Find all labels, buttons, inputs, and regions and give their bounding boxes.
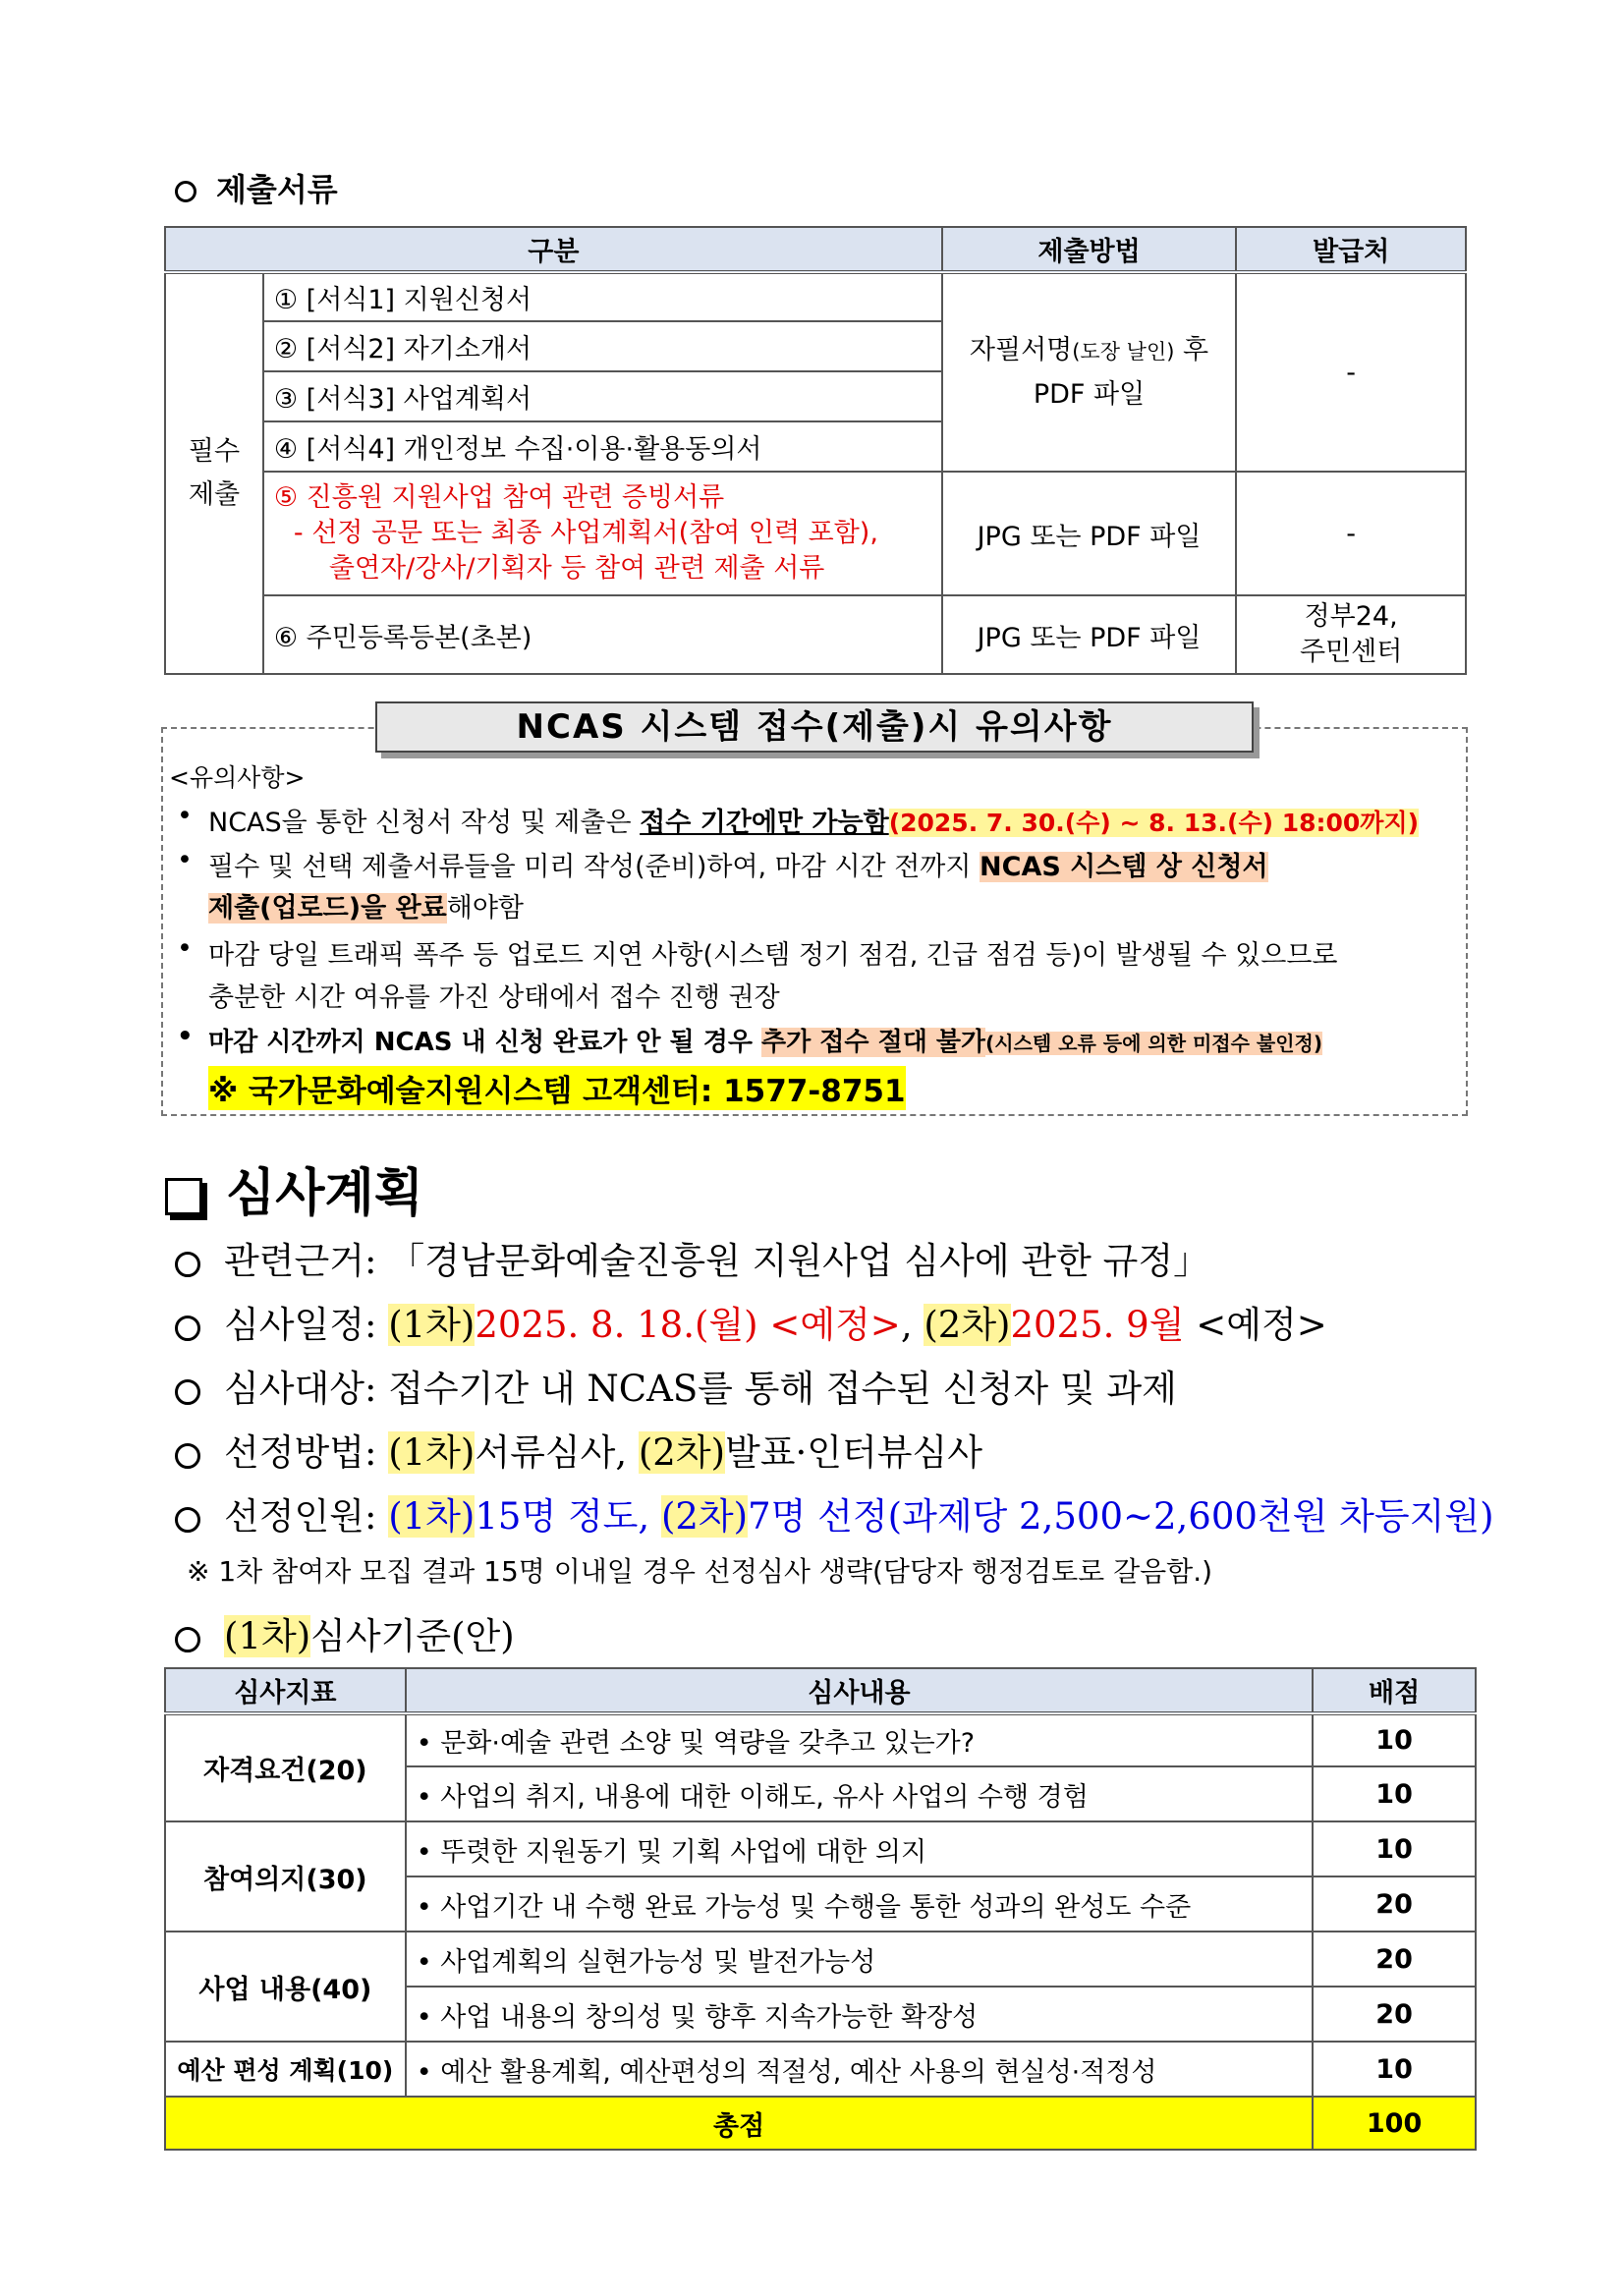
criteria-item: • 문화·예술 관련 소양 및 역량을 갖추고 있는가? [406,1713,1313,1766]
notice-title: NCAS 시스템 접수(제출)시 유의사항 [375,701,1254,753]
circle-bullet-icon [175,1627,200,1652]
header-category: 구분 [165,227,942,272]
square-bullet-icon [165,1178,202,1215]
criteria-item: • 사업 내용의 창의성 및 향후 지속가능한 확장성 [406,1987,1313,2042]
notice-item: • 마감 시간까지 NCAS 내 신청 완료가 안 될 경우 추가 접수 절대 불가(시스템 오류 등에 의한 미접수 불인정) [177,1022,1323,1057]
criteria-item: • 예산 활용계획, 예산편성의 적절성, 예산 사용의 현실성·적정성 [406,2042,1313,2097]
circle-bullet-icon [175,1252,200,1277]
criteria-score: 10 [1313,1713,1476,1766]
criteria-score: 20 [1313,1932,1476,1987]
group-required: 필수 제출 [165,272,263,674]
criteria-score: 20 [1313,1876,1476,1932]
criteria-item: • 뚜렷한 지원동기 및 기획 사업에 대한 의지 [406,1821,1313,1876]
doc-row: ④ [서식4] 개인정보 수집·이용·활용동의서 [263,421,942,472]
submit-table [164,226,1467,675]
doc-row-evidence: ⑤ 진흥원 지원사업 참여 관련 증빙서류 - 선정 공문 또는 최종 사업계획서(참여 인력 포함), 출연자/강사/기획자 등 참여 관련 제출 서류 [263,472,942,595]
method-jpg-pdf: JPG 또는 PDF 파일 [942,472,1237,595]
doc-row: ① [서식1] 지원신청서 [263,272,942,321]
notice-item: • NCAS을 통한 신청서 작성 및 제출은 접수 기간에만 가능함(2025. 7. 30.(수) ~ 8. 13.(수) 18:00까지) [177,801,1420,838]
issuer-dash: - [1236,272,1466,472]
doc-row: ⑥ 주민등록등본(초본) [263,595,942,674]
circle-bullet-icon [175,1507,200,1533]
notice-item: • 필수 및 선택 제출서류들을 미리 작성(준비)하여, 마감 시간 전까지 NCAS 시스템 상 신청서 [177,845,1268,882]
notice-contact: ※ 국가문화예술지원시스템 고객센터: 1577-8751 [208,1066,906,1110]
review-title: 심사계획 [165,1151,423,1225]
criteria-item: • 사업의 취지, 내용에 대한 이해도, 유사 사업의 수행 경험 [406,1766,1313,1821]
header-score: 배점 [1313,1668,1476,1713]
review-target: 심사대상: 접수기간 내 NCAS를 통해 접수된 신청자 및 과제 [175,1359,1177,1412]
submit-heading: 제출서류 [175,165,338,210]
review-note: ※ 1차 참여자 모집 결과 15명 이내일 경우 선정심사 생략(담당자 행정검토로 갈음함.) [187,1555,1213,1588]
criteria-group: 자격요건(20) [165,1713,406,1821]
criteria-group: 참여의지(30) [165,1821,406,1932]
total-label: 총점 [165,2097,1313,2150]
notice-item-cont: 충분한 시간 여유를 가진 상태에서 접수 진행 권장 [208,982,780,1013]
review-basis: 관련근거: 「경남문화예술진흥원 지원사업 심사에 관한 규정」 [175,1231,1209,1284]
criteria-score: 10 [1313,2042,1476,2097]
circle-bullet-icon [175,1379,200,1405]
doc-row: ③ [서식3] 사업계획서 [263,371,942,421]
header-indicator: 심사지표 [165,1668,406,1713]
circle-bullet-icon [175,1443,200,1469]
criteria-heading: (1차)심사기준(안) [175,1606,515,1659]
criteria-group: 예산 편성 계획(10) [165,2042,406,2097]
issuer-dash: - [1236,472,1466,595]
criteria-score: 10 [1313,1821,1476,1876]
review-schedule: 심사일정: (1차)2025. 8. 18.(월) <예정>, (2차)2025. 9월 <예정> [175,1295,1327,1348]
criteria-table [164,1667,1477,2151]
criteria-group: 사업 내용(40) [165,1932,406,2042]
notice-label: <유의사항> [169,763,306,792]
method-jpg-pdf: JPG 또는 PDF 파일 [942,595,1237,674]
header-method: 제출방법 [942,227,1237,272]
criteria-score: 20 [1313,1987,1476,2042]
notice-item-cont: 제출(업로드)을 완료해야함 [208,893,524,924]
notice-item: • 마감 당일 트래픽 폭주 등 업로드 지연 사항(시스템 정기 점검, 긴급 점검 등)이 발생될 수 있으므로 [177,933,1338,971]
circle-bullet-icon [175,181,196,202]
circle-bullet-icon [175,1316,200,1341]
criteria-item: • 사업계획의 실현가능성 및 발전가능성 [406,1932,1313,1987]
header-issuer: 발급처 [1236,227,1466,272]
header-content: 심사내용 [406,1668,1313,1713]
review-count: 선정인원: (1차)15명 정도, (2차)7명 선정(과제당 2,500~2,600천원 차등지원) [175,1486,1494,1540]
criteria-item: • 사업기간 내 수행 완료 가능성 및 수행을 통한 성과의 완성도 수준 [406,1876,1313,1932]
total-score: 100 [1313,2097,1476,2150]
issuer-gov24: 정부24, 주민센터 [1236,595,1466,674]
review-method: 선정방법: (1차)서류심사, (2차)발표·인터뷰심사 [175,1423,982,1476]
doc-row: ② [서식2] 자기소개서 [263,321,942,371]
method-sign-pdf: 자필서명(도장 날인) 후 PDF 파일 [942,272,1237,472]
criteria-score: 10 [1313,1766,1476,1821]
